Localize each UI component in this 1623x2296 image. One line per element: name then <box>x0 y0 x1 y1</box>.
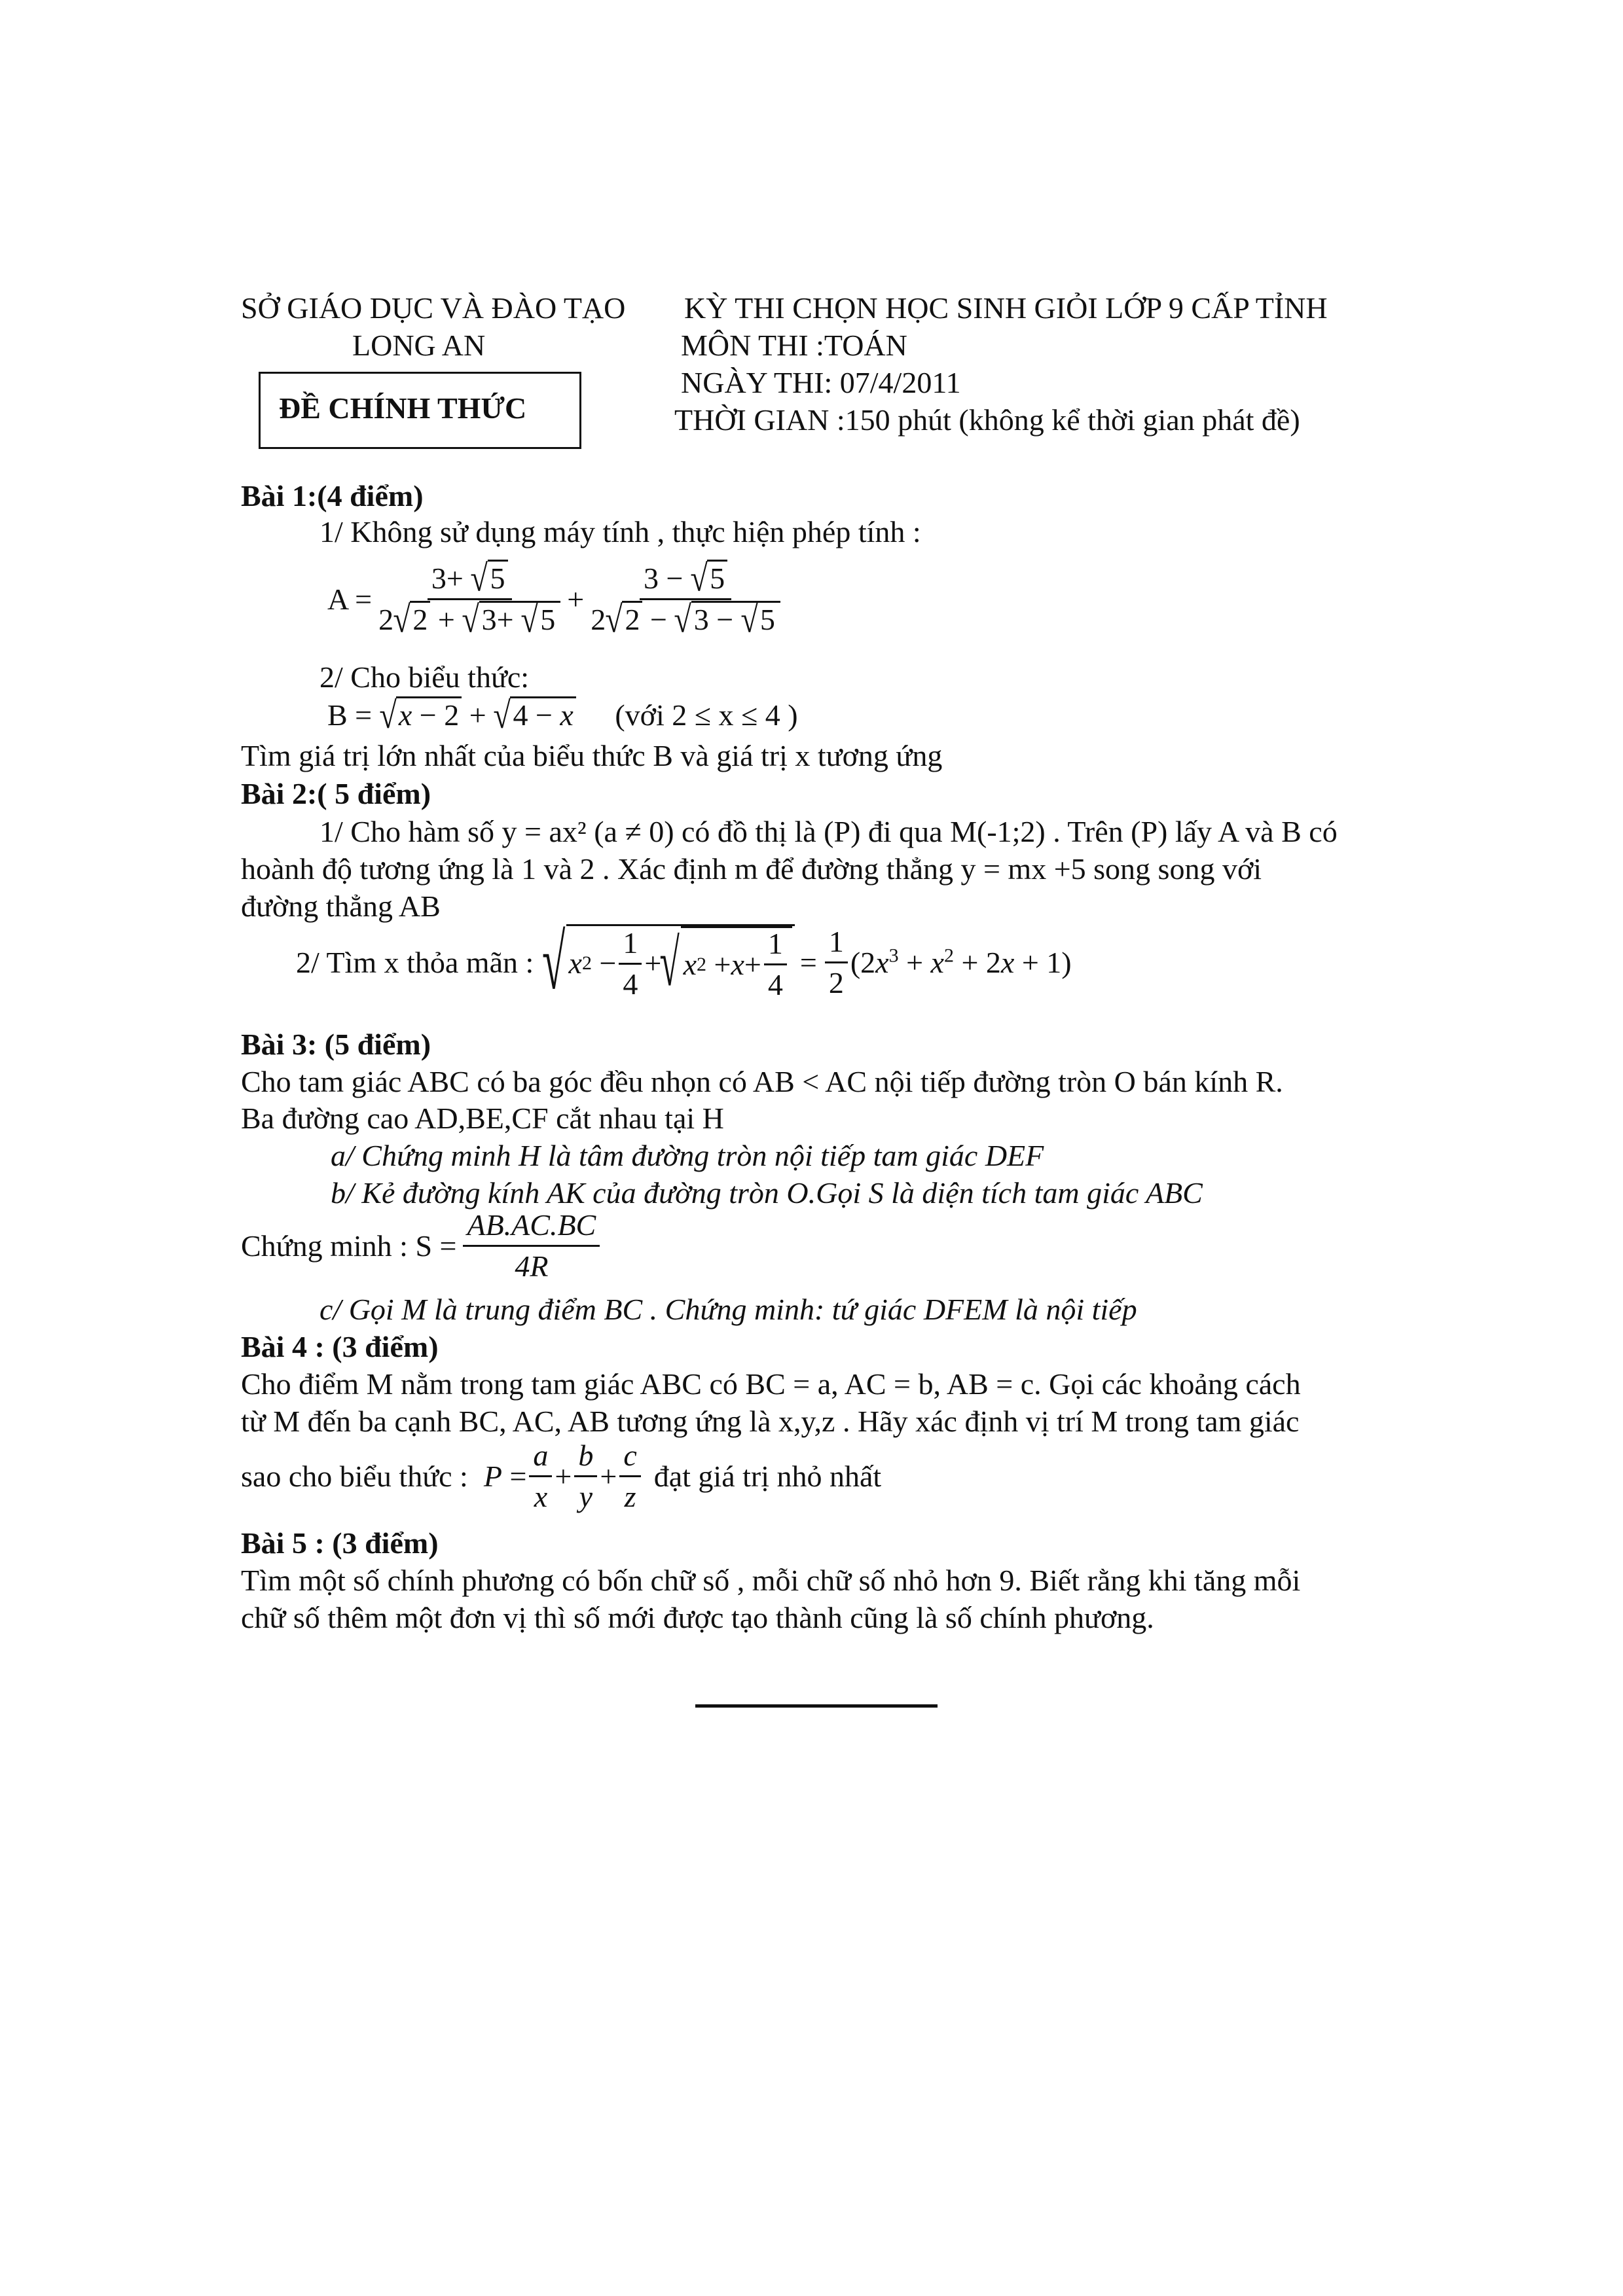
formula-a-fraction-1: $\frac{3+ √5}{2√2 + √3+ √5}$ <box>374 563 564 636</box>
bai5-line2: chữ số thêm một đơn vị thì số mới được tạo thành cũng là số chính phương. <box>241 1601 1154 1634</box>
bai3-line1: Cho tam giác ABC có ba góc đều nhọn có AB < AC nội tiếp đường tròn O bán kính R. <box>241 1065 1283 1098</box>
bai2-q1-line3: đường thẳng AB <box>241 889 441 923</box>
formula-s-numerator: AB.AC.BC <box>463 1210 600 1247</box>
exam-subject: MÔN THI :TOÁN <box>681 329 907 362</box>
formula-b-condition: (với 2 ≤ x ≤ 4 ) <box>615 698 798 732</box>
bai3-prove-label: Chứng minh : S = <box>241 1229 457 1263</box>
bai1-q2: 2/ Cho biểu thức: <box>319 660 530 694</box>
official-stamp-box <box>259 372 581 449</box>
formula-b-label: B = <box>327 698 373 732</box>
bai5-line1: Tìm một số chính phương có bốn chữ số , mỗi chữ số nhỏ hơn 9. Biết rằng khi tăng mỗi <box>241 1564 1301 1597</box>
bai4-line3-pre: sao cho biểu thức : <box>241 1459 468 1493</box>
bai2-title: Bài 2:( 5 điểm) <box>241 777 431 810</box>
bai2-q1-line2: hoành độ tương ứng là 1 và 2 . Xác định m để đường thẳng y = mx +5 song song với <box>241 852 1262 886</box>
header-province: LONG AN <box>352 329 486 362</box>
bai3-line2: Ba đường cao AD,BE,CF cắt nhau tại H <box>241 1102 724 1135</box>
bai2-q1-line1: 1/ Cho hàm số y = ax² (a ≠ 0) có đồ thị là (P) đi qua M(-1;2) . Trên (P) lấy A và B có <box>319 815 1338 848</box>
exam-title: KỲ THI CHỌN HỌC SINH GIỎI LỚP 9 CẤP TỈNH <box>684 291 1328 325</box>
formula-a: A = $\frac{3+ √5}{2√2 + √3+ √5}$ + $\frac{3 - √5}{2√2 - √3 - √5}$ <box>327 563 787 636</box>
formula-a-label: A = <box>327 582 373 616</box>
official-stamp-text: ĐỀ CHÍNH THỨC <box>279 391 527 425</box>
bai4-line3-post: đạt giá trị nhỏ nhất <box>653 1459 882 1493</box>
formula-b: B = √x − 2 + √4 − x (với 2 ≤ x ≤ 4 ) <box>327 694 798 736</box>
bai5-title: Bài 5 : (3 điểm) <box>241 1526 439 1560</box>
bai2-q2-label: 2/ Tìm x thỏa mãn : <box>296 945 534 979</box>
end-divider <box>695 1704 938 1708</box>
bai1-title: Bài 1:(4 điểm) <box>241 479 424 512</box>
bai3-qa: a/ Chứng minh H là tâm đường tròn nội tiếp tam giác DEF <box>331 1139 1044 1172</box>
formula-2-2-root: √ x 2 − $\frac{1}{4}$ + √ x 2 + x + $\frac{1}{4}$ <box>545 924 795 1001</box>
bai2-q2: 2/ Tìm x thỏa mãn : √ x 2 − $\frac{1}{4}$ + √ x 2 + x + $\frac{1}{4}$ = $\frac{1}{2}$ $(2x^3 + x^2 + 2x + 1)$ <box>296 918 1072 1005</box>
bai1-q2-task: Tìm giá trị lớn nhất của biểu thức B và giá trị x tương ứng <box>241 739 943 772</box>
exam-duration: THỜI GIAN :150 phút (không kể thời gian phát đề) <box>674 403 1300 437</box>
bai3-qb: b/ Kẻ đường kính AK của đường tròn O.Gọi S là diện tích tam giác ABC <box>331 1176 1203 1210</box>
bai4-line2: từ M đến ba cạnh BC, AC, AB tương ứng là x,y,z . Hãy xác định vị trí M trong tam giác <box>241 1405 1300 1438</box>
bai4-line3: sao cho biểu thức : P = $\frac{a}{x}$ + $\frac{b}{y}$ + $\frac{c}{z}$ đạt giá trị nhỏ nhất <box>241 1439 882 1514</box>
exam-date: NGÀY THI: 07/4/2011 <box>681 366 961 399</box>
bai4-line1: Cho điểm M nằm trong tam giác ABC có BC = a, AC = b, AB = c. Gọi các khoảng cách <box>241 1367 1301 1401</box>
formula-s-denominator: 4R <box>515 1249 549 1283</box>
bai3-formula-s <box>241 1210 602 1283</box>
bai4-title: Bài 4 : (3 điểm) <box>241 1330 439 1363</box>
header-department: SỞ GIÁO DỤC VÀ ĐÀO TẠO <box>241 291 626 325</box>
formula-a-fraction-2: $\frac{3 - √5}{2√2 - √3 - √5}$ <box>587 563 784 636</box>
bai1-q1: 1/ Không sử dụng máy tính , thực hiện phép tính : <box>319 515 921 548</box>
bai3-qc: c/ Gọi M là trung điểm BC . Chứng minh: tứ giác DFEM là nội tiếp <box>319 1293 1137 1326</box>
bai3-title: Bài 3: (5 điểm) <box>241 1028 431 1061</box>
